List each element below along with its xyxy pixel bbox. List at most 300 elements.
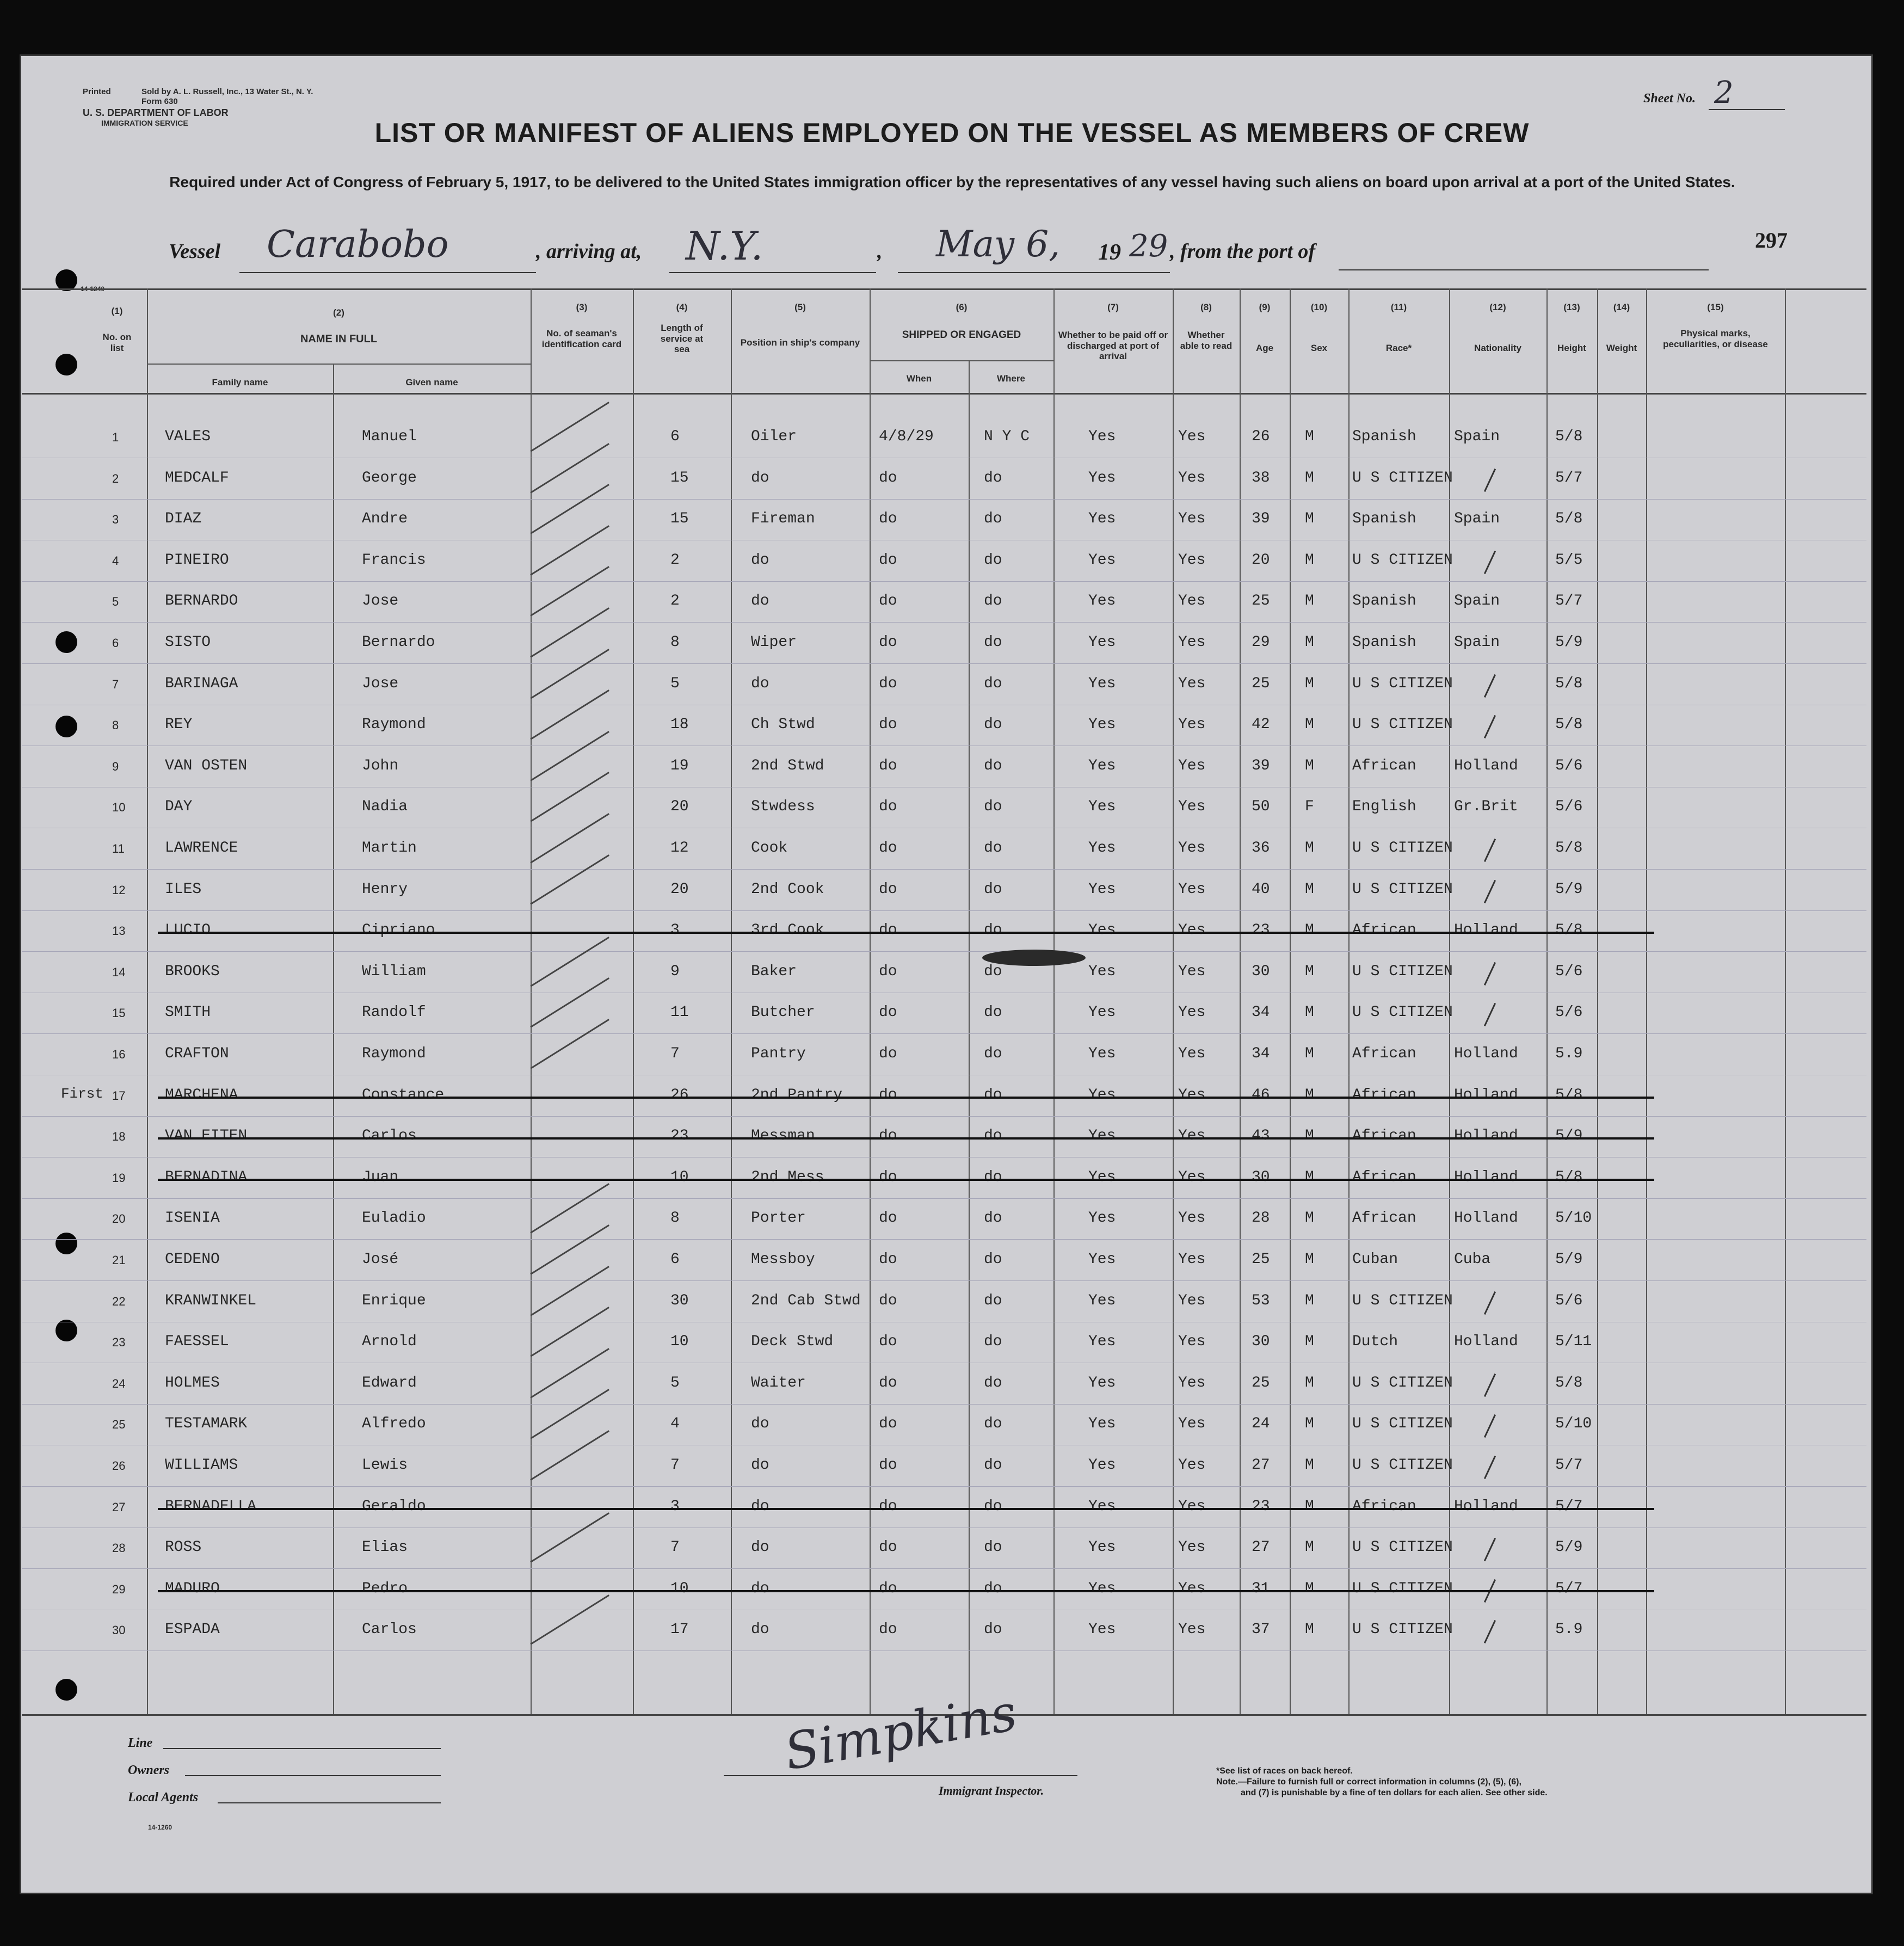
cell-sex: M [1305, 1045, 1314, 1062]
margin-note: First [61, 1086, 104, 1102]
cell-no: 19 [112, 1171, 126, 1185]
cell-read: Yes [1178, 1457, 1206, 1474]
col-divider [1449, 288, 1450, 1714]
col-header-paid-num: (7) [1107, 302, 1119, 312]
cell-no: 22 [112, 1294, 126, 1308]
cell-service: 10 [670, 1333, 689, 1351]
col-divider [1646, 288, 1647, 1714]
date-comma: , [877, 240, 883, 263]
cell-read: Yes [1178, 757, 1206, 774]
cell-height: 5/6 [1555, 963, 1583, 980]
cell-service: 2 [670, 593, 680, 610]
cell-no: 11 [112, 842, 125, 855]
cell-read: Yes [1178, 1539, 1206, 1556]
cell-family: TESTAMARK [165, 1415, 248, 1433]
cell-no: 18 [112, 1130, 126, 1144]
col-header-id-num: (3) [576, 302, 588, 312]
cell-height: 5/8 [1555, 840, 1583, 857]
binder-hole [56, 631, 77, 653]
cell-sex: M [1305, 1168, 1314, 1186]
col-header-read-num: (8) [1200, 302, 1212, 312]
cell-sex: M [1305, 1251, 1314, 1268]
col-divider [1348, 288, 1350, 1714]
inspector-label: Immigrant Inspector. [939, 1784, 1044, 1797]
cell-age: 23 [1252, 1498, 1270, 1515]
cell-given: José [362, 1251, 399, 1268]
col-header-given: Given name [405, 377, 458, 387]
cell-when: do [879, 469, 897, 486]
cell-position: do [751, 469, 769, 486]
cell-position: Baker [751, 963, 797, 980]
col-header-weight: Weight [1606, 343, 1637, 353]
cell-sex: M [1305, 593, 1314, 610]
cell-read: Yes [1178, 1498, 1206, 1515]
row-rule [22, 1198, 1866, 1199]
cell-paid: Yes [1088, 428, 1116, 445]
cell-age: 27 [1252, 1539, 1270, 1556]
binder-hole [56, 354, 77, 375]
col-header-position-num: (5) [794, 302, 806, 312]
cell-age: 42 [1252, 716, 1270, 734]
cell-given: Pedro [362, 1580, 408, 1597]
col-header-paid-off: Whether to be paid off or discharged at port of arrival [1058, 330, 1168, 362]
cell-no: 5 [112, 595, 119, 609]
cell-sex: M [1305, 1621, 1314, 1639]
cell-position: Waiter [751, 1374, 806, 1391]
cell-given: Cipriano [362, 922, 435, 939]
cell-given: Francis [362, 551, 426, 569]
cell-service: 9 [670, 963, 680, 980]
cell-family: FAESSEL [165, 1333, 229, 1351]
cell-position: Butcher [751, 1004, 815, 1021]
cell-no: 28 [112, 1541, 126, 1555]
cell-service: 4 [670, 1415, 680, 1433]
row-rule [22, 1404, 1866, 1405]
cell-where: do [984, 1415, 1002, 1433]
cell-paid: Yes [1088, 1210, 1116, 1227]
col-divider [147, 288, 148, 1714]
cell-where: do [984, 1621, 1002, 1639]
service-label: IMMIGRATION SERVICE [101, 119, 188, 127]
name-subrule [147, 364, 531, 365]
cell-where: do [984, 675, 1002, 692]
cell-height: 5.9 [1555, 1045, 1583, 1062]
cell-race: U S CITIZEN [1352, 1580, 1453, 1597]
cell-race: U S CITIZEN [1352, 1539, 1453, 1556]
cell-given: Edward [362, 1374, 417, 1391]
cell-race: Spanish [1352, 428, 1416, 445]
cell-height: 5/8 [1555, 716, 1583, 734]
col-header-family: Family name [212, 377, 268, 387]
cell-family: VAN OSTEN [165, 757, 248, 774]
strike-through-line [158, 1137, 1654, 1140]
cell-sex: M [1305, 675, 1314, 692]
cell-paid: Yes [1088, 1621, 1116, 1639]
cell-when: do [879, 510, 897, 528]
cell-when: do [879, 1292, 897, 1309]
cell-height: 5/6 [1555, 757, 1583, 774]
col-divider [731, 288, 732, 1714]
penalty-note: Note.—Failure to furnish full or correct information in columns (2), (5), (6), [1216, 1777, 1521, 1787]
cell-paid: Yes [1088, 510, 1116, 528]
cell-position: do [751, 551, 769, 569]
printer-line: Printed [83, 87, 111, 96]
cell-paid: Yes [1088, 1415, 1116, 1433]
cell-height: 5/8 [1555, 510, 1583, 528]
cell-age: 25 [1252, 1251, 1270, 1268]
cell-where: N Y C [984, 428, 1030, 445]
cell-age: 34 [1252, 1045, 1270, 1062]
col-header-service-num: (4) [676, 302, 688, 312]
cell-position: 2nd Stwd [751, 757, 824, 774]
cell-sex: M [1305, 1333, 1314, 1351]
row-rule [22, 1568, 1866, 1569]
shipped-subrule [870, 360, 1053, 361]
col-header-height-num: (13) [1563, 302, 1580, 312]
cell-no: 23 [112, 1335, 126, 1350]
inspector-signature: Simpkins [780, 1683, 1021, 1782]
strike-through-line [158, 1508, 1654, 1510]
cell-no: 2 [112, 471, 119, 485]
stamp-number: 297 [1755, 228, 1788, 253]
col-divider [1240, 288, 1241, 1714]
cell-service: 3 [670, 922, 680, 939]
cell-family: KRANWINKEL [165, 1292, 257, 1309]
cell-where: do [984, 1580, 1002, 1597]
cell-family: ISENIA [165, 1210, 220, 1227]
col-header-read: Whether able to read [1180, 330, 1233, 351]
cell-family: BARINAGA [165, 675, 238, 692]
cell-race: U S CITIZEN [1352, 716, 1453, 734]
col-header-sex: Sex [1310, 343, 1328, 353]
col-header-marks-num: (15) [1707, 302, 1724, 312]
cell-service: 15 [670, 469, 689, 486]
cell-read: Yes [1178, 716, 1206, 734]
cell-when: do [879, 1168, 897, 1186]
col-divider [333, 364, 334, 1714]
cell-height: 5/9 [1555, 880, 1583, 898]
cell-read: Yes [1178, 1004, 1206, 1021]
cell-given: Carlos [362, 1621, 417, 1639]
row-rule [22, 1033, 1866, 1034]
cell-family: REY [165, 716, 193, 734]
cell-no: 20 [112, 1212, 126, 1226]
cell-age: 50 [1252, 798, 1270, 816]
cell-read: Yes [1178, 469, 1206, 486]
cell-given: Constance [362, 1086, 445, 1104]
cell-paid: Yes [1088, 1374, 1116, 1391]
cell-read: Yes [1178, 593, 1206, 610]
cell-given: Enrique [362, 1292, 426, 1309]
cell-no: 13 [112, 924, 126, 938]
cell-nationality: Spain [1454, 593, 1500, 610]
cell-read: Yes [1178, 1128, 1206, 1145]
cell-height: 5/8 [1555, 428, 1583, 445]
cell-height: 5/8 [1555, 1086, 1583, 1104]
cell-no: 12 [112, 883, 126, 897]
cell-where: do [984, 1086, 1002, 1104]
cell-sex: M [1305, 1086, 1314, 1104]
cell-race: U S CITIZEN [1352, 551, 1453, 569]
binder-hole [56, 1320, 77, 1341]
vessel-label: Vessel [169, 240, 220, 263]
row-rule [22, 663, 1866, 664]
cell-given: Jose [362, 675, 399, 692]
col-header-id-card: No. of seaman's identification card [541, 328, 622, 349]
cell-nationality: Holland [1454, 1086, 1518, 1104]
cell-service: 11 [670, 1004, 689, 1021]
cell-race: Dutch [1352, 1333, 1398, 1351]
cell-read: Yes [1178, 428, 1206, 445]
cell-where: do [984, 1210, 1002, 1227]
cell-race: Spanish [1352, 634, 1416, 651]
strike-through-line [158, 932, 1654, 934]
arrival-date: May 6, [936, 223, 1061, 265]
sheet-label: Sheet No. [1643, 91, 1696, 106]
cell-where: do [984, 510, 1002, 528]
header-bottom-rule [22, 393, 1866, 395]
cell-height: 5.9 [1555, 1621, 1583, 1639]
cell-sex: M [1305, 922, 1314, 939]
cell-sex: M [1305, 1292, 1314, 1309]
cell-family: VAN EITEN [165, 1128, 248, 1145]
cell-sex: M [1305, 716, 1314, 734]
cell-paid: Yes [1088, 880, 1116, 898]
cell-no: 30 [112, 1623, 126, 1637]
cell-paid: Yes [1088, 798, 1116, 816]
cell-when: do [879, 634, 897, 651]
cell-given: Henry [362, 880, 408, 898]
cell-when: do [879, 757, 897, 774]
col-header-race: Race* [1385, 343, 1412, 353]
cell-read: Yes [1178, 634, 1206, 651]
cell-race: African [1352, 1045, 1416, 1062]
cell-sex: M [1305, 880, 1314, 898]
cell-height: 5/9 [1555, 1251, 1583, 1268]
cell-nationality: Holland [1454, 1210, 1518, 1227]
cell-no: 3 [112, 513, 119, 527]
cell-height: 5/5 [1555, 551, 1583, 569]
sheet-underline [1709, 109, 1785, 110]
cell-sex: M [1305, 757, 1314, 774]
cell-sex: M [1305, 1539, 1314, 1556]
cell-age: 20 [1252, 551, 1270, 569]
cell-age: 25 [1252, 1374, 1270, 1391]
col-divider [1597, 288, 1598, 1714]
cell-age: 36 [1252, 840, 1270, 857]
cell-family: BERNADELLA [165, 1498, 257, 1515]
cell-where: do [984, 1539, 1002, 1556]
cell-when: do [879, 922, 897, 939]
cell-position: Stwdess [751, 798, 815, 816]
cell-no: 1 [112, 430, 119, 444]
cell-where: do [984, 716, 1002, 734]
cell-nationality: Gr.Brit [1454, 798, 1518, 816]
cell-when: do [879, 1457, 897, 1474]
cell-sex: M [1305, 1374, 1314, 1391]
cell-position: 3rd Cook [751, 922, 824, 939]
cell-service: 6 [670, 1251, 680, 1268]
cell-age: 25 [1252, 593, 1270, 610]
col-divider [1290, 288, 1291, 1714]
cell-age: 26 [1252, 428, 1270, 445]
col-divider [1053, 288, 1055, 1714]
cell-family: CRAFTON [165, 1045, 229, 1062]
row-rule [22, 951, 1866, 952]
strike-through-line [158, 1179, 1654, 1181]
row-rule [22, 1486, 1866, 1487]
cell-given: Raymond [362, 716, 426, 734]
cell-where: do [984, 1045, 1002, 1062]
cell-race: African [1352, 922, 1416, 939]
cell-sex: M [1305, 1128, 1314, 1145]
cell-where: do [984, 840, 1002, 857]
cell-no: 9 [112, 759, 119, 773]
row-rule [22, 581, 1866, 582]
cell-when: do [879, 1333, 897, 1351]
cell-sex: M [1305, 551, 1314, 569]
cell-given: Geraldo [362, 1498, 426, 1515]
cell-position: do [751, 1621, 769, 1639]
cell-service: 3 [670, 1498, 680, 1515]
table-top-rule [22, 288, 1866, 290]
col-header-no: No. on list [102, 332, 132, 353]
cell-paid: Yes [1088, 634, 1116, 651]
cell-position: Porter [751, 1210, 806, 1227]
cell-when: do [879, 1251, 897, 1268]
cell-given: Carlos [362, 1128, 417, 1145]
cell-age: 39 [1252, 510, 1270, 528]
arriving-label: , arriving at, [536, 240, 642, 263]
cell-height: 5/11 [1555, 1333, 1592, 1351]
cell-nationality: Holland [1454, 1045, 1518, 1062]
col-divider [969, 360, 970, 1714]
cell-race: African [1352, 757, 1416, 774]
cell-given: Euladio [362, 1210, 426, 1227]
cell-age: 37 [1252, 1621, 1270, 1639]
cell-family: HOLMES [165, 1374, 220, 1391]
cell-position: Oiler [751, 428, 797, 445]
cell-sex: M [1305, 1004, 1314, 1021]
cell-race: U S CITIZEN [1352, 1621, 1453, 1639]
cell-where: do [984, 1168, 1002, 1186]
cell-race: U S CITIZEN [1352, 963, 1453, 980]
cell-paid: Yes [1088, 1128, 1116, 1145]
cell-age: 28 [1252, 1210, 1270, 1227]
cell-position: 2nd Cook [751, 880, 824, 898]
cell-race: U S CITIZEN [1352, 469, 1453, 486]
cell-where: do [984, 963, 1002, 980]
cell-no: 29 [112, 1582, 126, 1596]
cell-position: do [751, 1457, 769, 1474]
line-label: Line [128, 1736, 153, 1750]
cell-position: do [751, 1415, 769, 1433]
cell-race: Spanish [1352, 510, 1416, 528]
cell-nationality: Spain [1454, 634, 1500, 651]
cell-family: DAY [165, 798, 193, 816]
col-divider [1173, 288, 1174, 1714]
cell-position: Messboy [751, 1251, 815, 1268]
cell-given: Lewis [362, 1457, 408, 1474]
binder-hole [56, 1233, 77, 1254]
cell-age: 46 [1252, 1086, 1270, 1104]
cell-read: Yes [1178, 1086, 1206, 1104]
cell-where: do [984, 551, 1002, 569]
cell-read: Yes [1178, 798, 1206, 816]
cell-when: do [879, 1539, 897, 1556]
cell-when: do [879, 1621, 897, 1639]
cell-read: Yes [1178, 880, 1206, 898]
cell-height: 5/6 [1555, 798, 1583, 816]
col-divider [633, 288, 634, 1714]
cell-paid: Yes [1088, 757, 1116, 774]
col-divider [870, 288, 871, 1714]
cell-service: 5 [670, 1374, 680, 1391]
cell-given: Alfredo [362, 1415, 426, 1433]
cell-sex: M [1305, 469, 1314, 486]
cell-service: 20 [670, 880, 689, 898]
cell-age: 53 [1252, 1292, 1270, 1309]
cell-when: do [879, 1498, 897, 1515]
cell-read: Yes [1178, 963, 1206, 980]
agents-underline [218, 1802, 441, 1803]
cell-nationality: Holland [1454, 1168, 1518, 1186]
cell-age: 43 [1252, 1128, 1270, 1145]
cell-where: do [984, 634, 1002, 651]
col-header-name: NAME IN FULL [300, 333, 378, 345]
row-rule [22, 1239, 1866, 1240]
cell-age: 34 [1252, 1004, 1270, 1021]
cell-paid: Yes [1088, 716, 1116, 734]
cell-position: Wiper [751, 634, 797, 651]
cell-given: George [362, 469, 417, 486]
cell-height: 5/9 [1555, 1128, 1583, 1145]
cell-paid: Yes [1088, 1168, 1116, 1186]
ink-smudge [982, 950, 1086, 966]
binder-hole [56, 1679, 77, 1701]
cell-height: 5/10 [1555, 1210, 1592, 1227]
year-printed: 19 [1098, 240, 1121, 265]
cell-given: Arnold [362, 1333, 417, 1351]
cell-family: SISTO [165, 634, 211, 651]
col-divider [1785, 288, 1786, 1714]
cell-paid: Yes [1088, 1498, 1116, 1515]
cell-age: 29 [1252, 634, 1270, 651]
col-header-position: Position in ship's company [740, 337, 860, 348]
cell-when: do [879, 1045, 897, 1062]
cell-paid: Yes [1088, 675, 1116, 692]
cell-race: U S CITIZEN [1352, 840, 1453, 857]
col-header-height: Height [1557, 343, 1586, 353]
col-header-nationality: Nationality [1474, 343, 1521, 353]
cell-service: 15 [670, 510, 689, 528]
cell-no: 4 [112, 553, 119, 568]
owners-underline [185, 1775, 441, 1776]
cell-paid: Yes [1088, 1251, 1116, 1268]
cell-family: CEDENO [165, 1251, 220, 1268]
cell-position: 2nd Mess [751, 1168, 824, 1186]
cell-position: Deck Stwd [751, 1333, 834, 1351]
cell-when: do [879, 840, 897, 857]
corner-code: 14-1240 [81, 285, 105, 293]
cell-family: PINEIRO [165, 551, 229, 569]
cell-paid: Yes [1088, 1580, 1116, 1597]
col-header-age-num: (9) [1259, 302, 1271, 312]
cell-position: 2nd Pantry [751, 1086, 843, 1104]
cell-given: Jose [362, 593, 399, 610]
cell-read: Yes [1178, 1251, 1206, 1268]
cell-when: do [879, 880, 897, 898]
